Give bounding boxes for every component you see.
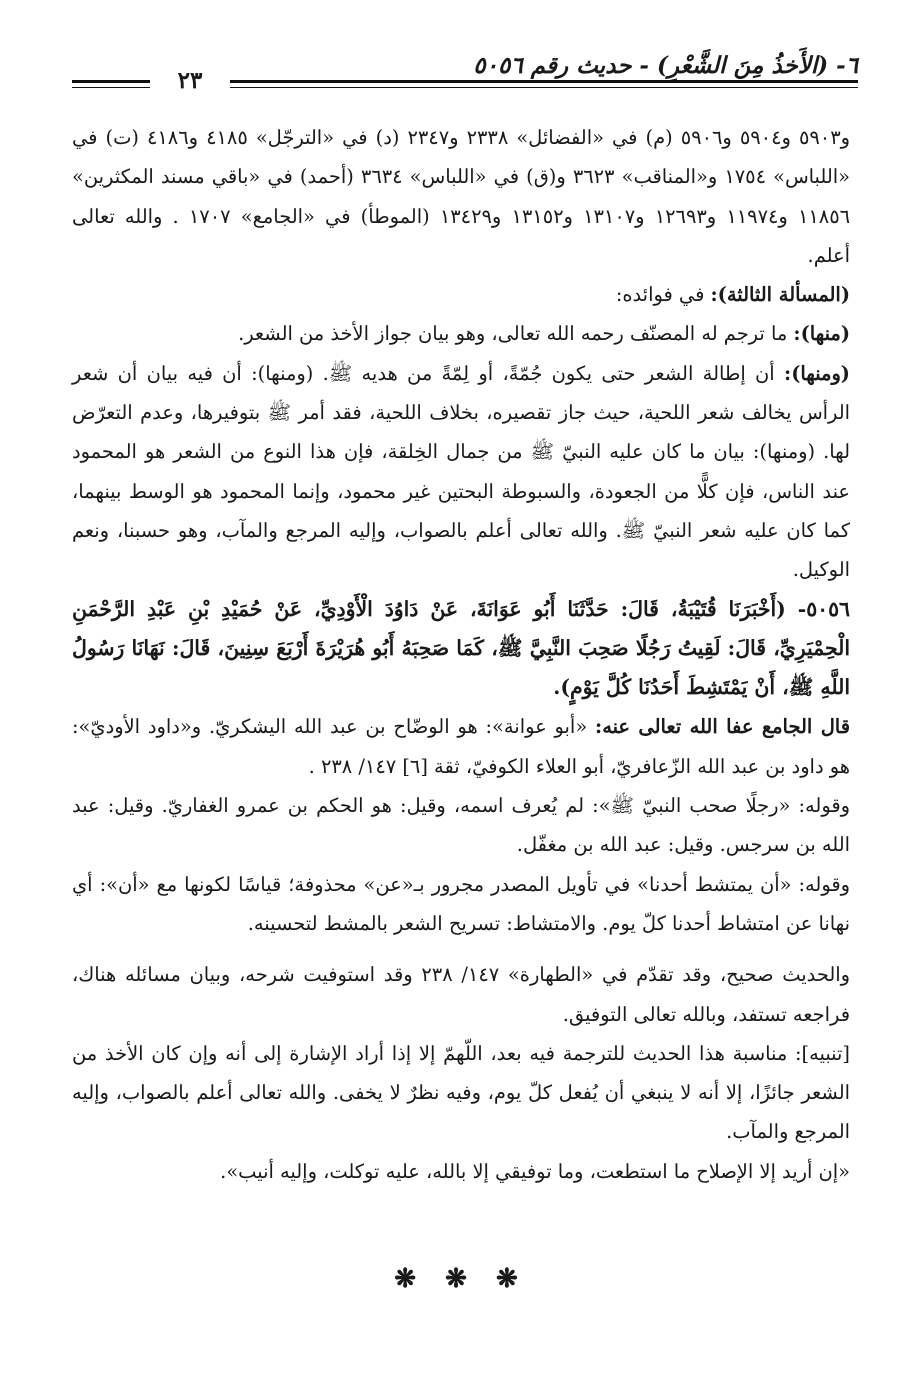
running-title: ٦- (الأَخذُ مِنَ الشَّعْرِ) - حديث رقم ٥٠٥٦ — [473, 52, 858, 79]
paragraph-gap — [72, 943, 850, 955]
masala-heading — [72, 275, 850, 314]
fawaid-lead: (ومنها): — [784, 361, 850, 385]
fawaid-text: ما ترجم له المصنّف رحمه الله تعالى، وهو بيان جواز الأخذ من الشعر. — [238, 322, 794, 346]
section-separator: ❋ ❋ ❋ — [394, 1264, 528, 1294]
fawaid-lead: (منها): — [793, 322, 850, 346]
sharh-lead: قال الجامع عفا الله تعالى عنه: — [595, 715, 850, 739]
masala-text: في فوائده: — [615, 283, 711, 307]
closing-quote: «إن أريد إلا الإصلاح ما استطعت، وما توفيقي إلا بالله، عليه توكلت، وإليه أنيب». — [220, 1159, 850, 1183]
page-body — [72, 118, 850, 1191]
fawaid-text: أن إطالة الشعر حتى يكون جُمّةً، أو لِمّةً من هديه ﷺ. (ومنها): أن فيه بيان أن شعر الرأس يخالف شعر اللحية، حيث جاز تقصيره، بخلاف اللحية، فقد أمر ﷺ بتوفيرها، وعدم التعرّض لها. (ومنها): بيان ما كان عليه النبيّ ﷺ من جمال الخِلقة، فإن هذا النوع من الشعر هو المحمود عند الناس، فإن كلًّا من الجعودة، والسبوطة البحتين غير محمود، وإنما المحمود هو الوسط بينهما، كما كان عليه شعر النبيّ ﷺ. والله تعالى أعلم بالصواب، وإليه المرجع والمآب، وهو حسبنا، ونعم الوكيل. — [72, 361, 850, 582]
sharh-text: «أبو عوانة»: هو الوضّاح بن عبد الله اليشكريّ. و«داود الأوديّ»: هو داود بن عبد الله الزّعافريّ، أبو العلاء الكوفيّ، ثقة [٦] ١٤٧/ ٢٣٨ . — [72, 715, 850, 778]
sharh-paragraph: وقوله: «أن يمتشط أحدنا» في تأويل المصدر مجرور بـ«عن» محذوفة؛ قياسًا لكونها مع «أن»: أي نهانا عن امتشاط أحدنا كلّ يوم. والامتشاط: تسريح الشعر بالمشط لتحسينه. — [72, 872, 850, 935]
references-paragraph: و٥٩٠٣ و٥٩٠٤ و٥٩٠٦ (م) في «الفضائل» ٢٣٣٨ و٢٣٤٧ (د) في «الترجّل» ٤١٨٥ و٤١٨٦ (ت) في «اللباس» ١٧٥٤ و«المناقب» ٣٦٢٣ و(ق) في «اللباس» ٣٦٣٤ (أحمد) في «باقي مسند المكثرين» ١١٨٥٦ و١١٩٧٤ و١٢٦٩٣ و١٣١٠٧ و١٣١٥٢ و١٣٤٢٩ (الموطأ) في «الجامع» ١٧٠٧ . والله تعالى أعلم. — [72, 126, 851, 267]
hadith-text: ٥٠٥٦- (أَخْبَرَنَا قُتَيْبَةُ، قَالَ: حَدَّثَنَا أَبُو عَوَانَةَ، عَنْ دَاوُدَ الْأَوْدِيِّ، عَنْ حُمَيْدِ بْنِ عَبْدِ الرَّحْمَنِ الْحِمْيَرِيِّ، قَالَ: لَقِيتُ رَجُلًا صَحِبَ النَّبِيَّ ﷺ، كَمَا صَحِبَهُ أَبُو هُرَيْرَةَ أَرْبَعَ سِنِينَ، قَالَ: نَهَانَا رَسُولُ اللَّهِ ﷺ، أَنْ يَمْتَشِطَ أَحَدُنَا كُلَّ يَوْمٍ). — [72, 596, 850, 700]
masala-lead: (المسألة الثالثة): — [710, 283, 850, 307]
sharh-paragraph: والحديث صحيح، وقد تقدّم في «الطهارة» ١٤٧/ ٢٣٨ وقد استوفيت شرحه، وبيان مسائله هناك، فراجعه تستفد، وبالله تعالى التوفيق. — [72, 963, 851, 1026]
sharh-paragraph — [72, 707, 850, 786]
tanbih-paragraph: [تنبيه]: مناسبة هذا الحديث للترجمة فيه بعد، اللّهمّ إلا إذا أراد الإشارة إلى أنه وإن كان الأخذ من الشعر جائزًا، إلا أنه لا ينبغي أن يُفعل كلّ يوم، وفيه نظرٌ لا يخفى. والله تعالى أعلم بالصواب، وإليه المرجع والمآب. — [72, 1041, 850, 1144]
page-number: ٢٣ — [150, 66, 230, 96]
fawaid-paragraph — [72, 314, 850, 353]
fawaid-paragraph — [72, 354, 850, 590]
sharh-paragraph: وقوله: «رجلًا صحب النبيّ ﷺ»: لم يُعرف اسمه، وقيل: هو الحكم بن عمرو الغفاريّ. وقيل: عبد الله بن سرجس. وقيل: عبد الله بن مغفّل. — [72, 794, 850, 857]
